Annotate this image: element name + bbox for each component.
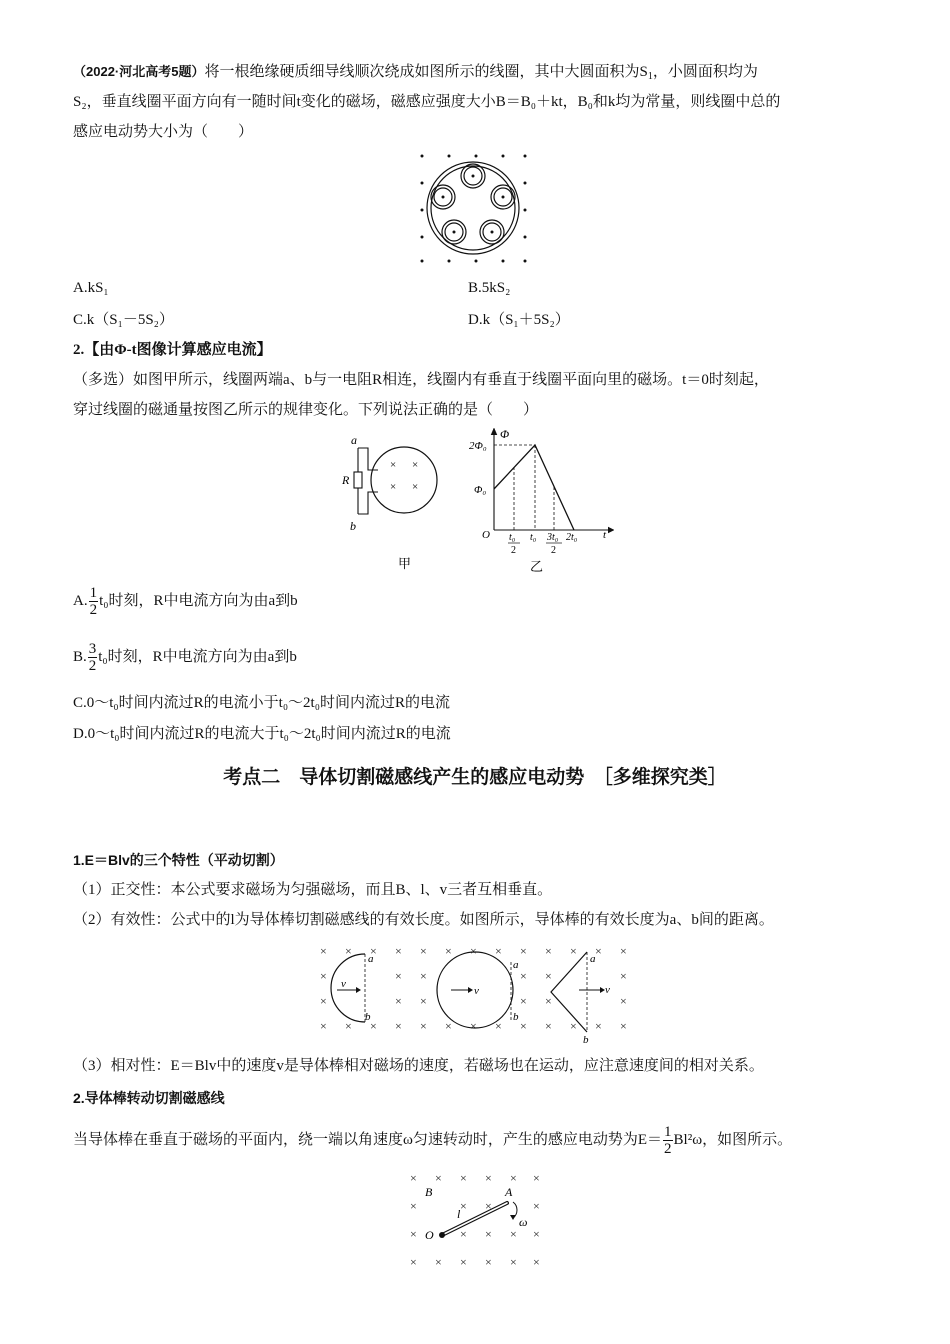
svg-text:×: × <box>320 1019 327 1033</box>
svg-text:×: × <box>545 969 552 983</box>
svg-text:×: × <box>520 1019 527 1033</box>
tick-3t0-2-den: 2 <box>551 545 556 556</box>
svg-text:×: × <box>495 944 502 958</box>
svg-text:×: × <box>520 944 527 958</box>
fig1-v: v <box>341 978 346 990</box>
svg-text:×: × <box>420 1019 427 1033</box>
svg-text:×: × <box>460 1255 467 1269</box>
svg-text:×: × <box>320 944 327 958</box>
svg-text:×: × <box>520 994 527 1008</box>
svg-text:×: × <box>570 944 577 958</box>
svg-text:×: × <box>410 1255 417 1269</box>
svg-text:×: × <box>620 1019 627 1033</box>
svg-text:×: × <box>485 1227 492 1241</box>
fraction-3-2 <box>88 641 98 674</box>
q2-line-2: 穿过线圈的磁通量按图乙所示的规律变化。下列说法正确的是（ ） <box>73 402 539 418</box>
svg-text:×: × <box>470 1019 477 1033</box>
rod-label-omega: ω <box>519 1215 528 1229</box>
svg-text:×: × <box>395 994 402 1008</box>
pivot-O <box>439 1232 445 1238</box>
caption-yi: 乙 <box>530 559 544 574</box>
p2-text <box>73 1122 792 1158</box>
q1-option-c: C.k（S₁－5S₂） <box>73 312 174 328</box>
q2-line-1: （多选）如图甲所示，线圈两端a、b与一电阻R相连，线圈内有垂直于线圈平面向里的磁场。t＝0时刻起， <box>73 372 769 388</box>
fig2-v: v <box>474 985 479 997</box>
q1-line-1 <box>73 62 758 82</box>
svg-text:×: × <box>320 969 327 983</box>
svg-text:×: × <box>485 1171 492 1185</box>
fraction-num: 1 <box>89 585 98 602</box>
svg-text:×: × <box>410 1199 417 1213</box>
q1-option-d: D.k（S₁＋5S₂） <box>468 312 570 328</box>
svg-text:×: × <box>420 969 427 983</box>
fig1-a: a <box>368 953 374 965</box>
svg-text:×: × <box>412 459 419 471</box>
rod-label-O: O <box>425 1228 434 1242</box>
resistor-R <box>354 472 362 488</box>
svg-text:×: × <box>570 1019 577 1033</box>
fraction-den: 2 <box>88 658 97 675</box>
magnetic-field-dots <box>421 155 527 263</box>
q2-title: 2.【由Φ-t图像计算感应电流】 <box>73 342 272 358</box>
svg-text:×: × <box>390 459 397 471</box>
svg-text:×: × <box>390 481 397 493</box>
fraction-den: 2 <box>664 1141 672 1158</box>
fraction-1-2-formula <box>663 1124 673 1157</box>
rotating-rod-figure <box>405 1168 545 1273</box>
svg-text:×: × <box>595 944 602 958</box>
fig3-b: b <box>583 1034 589 1046</box>
svg-text:×: × <box>460 1171 467 1185</box>
q2-option-b-text: t₀时刻，R中电流方向为由a到b <box>98 649 297 665</box>
figure-jia <box>338 430 448 570</box>
svg-text:×: × <box>435 1171 442 1185</box>
svg-text:×: × <box>520 969 527 983</box>
svg-text:×: × <box>410 1227 417 1241</box>
svg-text:×: × <box>620 994 627 1008</box>
fig2-a: a <box>513 959 519 971</box>
svg-text:×: × <box>545 994 552 1008</box>
svg-text:×: × <box>395 944 402 958</box>
svg-text:×: × <box>533 1171 540 1185</box>
svg-text:×: × <box>320 994 327 1008</box>
svg-text:×: × <box>595 1019 602 1033</box>
p2-text-after: Bl²ω，如图所示。 <box>673 1132 793 1148</box>
p1-item-3: （3）相对性：E＝Blv中的速度v是导体棒相对磁场的速度，若磁场也在运动，应注意速度间的相对关系。 <box>73 1058 764 1074</box>
rod-label-A: A <box>505 1185 513 1199</box>
svg-text:×: × <box>395 1019 402 1033</box>
section-heading: 考点二 导体切割磁感线产生的感应电动势 ［多维探究类］ <box>223 767 727 788</box>
fraction-num: 3 <box>88 641 97 658</box>
label-R: R <box>342 473 350 487</box>
q1-option-a: A.kS₁ <box>73 280 109 296</box>
figure-yi-phi-t-graph <box>462 425 622 575</box>
svg-text:×: × <box>533 1199 540 1213</box>
tick-t0: t₀ <box>530 532 537 543</box>
q1-source: （2022·河北高考5题） <box>73 64 205 79</box>
svg-text:×: × <box>620 969 627 983</box>
svg-text:×: × <box>620 944 627 958</box>
phi-curve <box>494 445 574 530</box>
q1-text-1b: ，小圆面积均为 <box>652 64 758 80</box>
fig1-b: b <box>365 1011 371 1023</box>
q2-option-a-prefix: A. <box>73 593 88 609</box>
svg-text:×: × <box>370 1019 377 1033</box>
svg-text:×: × <box>460 1227 467 1241</box>
tick-t0-2-den: 2 <box>511 545 516 556</box>
svg-text:×: × <box>545 944 552 958</box>
svg-text:×: × <box>533 1255 540 1269</box>
svg-text:×: × <box>412 481 419 493</box>
q2-option-d: D.0～t₀时间内流过R的电流大于t₀～2t₀时间内流过R的电流 <box>73 726 451 742</box>
svg-text:×: × <box>395 969 402 983</box>
p2-title: 2.导体棒转动切割磁感线 <box>73 1090 225 1106</box>
p1-item-1: （1）正交性：本公式要求磁场为匀强磁场，而且B、l、v三者互相垂直。 <box>73 882 553 898</box>
q1-option-b: B.5kS₂ <box>468 280 511 296</box>
tick-2t0: 2t₀ <box>566 532 578 543</box>
coil-circle <box>371 447 437 513</box>
label-O: O <box>482 529 490 541</box>
label-phi: Φ <box>500 427 510 441</box>
svg-text:×: × <box>410 1171 417 1185</box>
svg-text:×: × <box>435 1255 442 1269</box>
svg-text:×: × <box>510 1255 517 1269</box>
svg-text:×: × <box>485 1199 492 1213</box>
fraction-den: 2 <box>89 602 98 619</box>
fraction-1-2 <box>89 585 99 618</box>
rod-label-B: B <box>425 1185 433 1199</box>
svg-text:×: × <box>495 1019 502 1033</box>
svg-text:×: × <box>420 944 427 958</box>
svg-text:×: × <box>545 1019 552 1033</box>
p1-item-2: （2）有效性：公式中的l为导体棒切割磁感线的有效长度。如图所示，导体棒的有效长度为a、b间的距离。 <box>73 912 774 928</box>
svg-text:×: × <box>445 1019 452 1033</box>
q2-option-b-prefix: B. <box>73 649 87 665</box>
q2-option-b <box>73 640 297 674</box>
caption-jia: 甲 <box>398 556 412 571</box>
q1-text-1: 将一根绝缘硬质细导线顺次绕成如图所示的线圈，其中大圆面积为S <box>204 64 648 80</box>
semicircle-conductor <box>331 954 365 1022</box>
svg-text:×: × <box>370 944 377 958</box>
fig3-v: v <box>605 984 610 996</box>
q1-line-2: S₂，垂直线圈平面方向有一随时间t变化的磁场，磁感应强度大小B＝B₀＋kt，B₀和k均为常量，则线圈中总的 <box>73 94 781 110</box>
label-t: t <box>603 529 607 541</box>
q1-sub: 1 <box>647 71 653 82</box>
fraction-num: 1 <box>664 1124 672 1141</box>
p2-text-before: 当导体棒在垂直于磁场的平面内，绕一端以角速度ω匀速转动时，产生的感应电动势为E＝ <box>73 1132 663 1148</box>
q2-option-a <box>73 584 298 618</box>
q2-option-c: C.0～t₀时间内流过R的电流小于t₀～2t₀时间内流过R的电流 <box>73 695 450 711</box>
svg-text:×: × <box>445 944 452 958</box>
svg-text:×: × <box>420 994 427 1008</box>
svg-text:×: × <box>460 1199 467 1213</box>
tick-t0-2-num: t₀ <box>509 532 516 543</box>
svg-text:×: × <box>510 1227 517 1241</box>
svg-text:×: × <box>345 944 352 958</box>
label-phi0: Φ₀ <box>474 484 487 496</box>
svg-text:×: × <box>533 1227 540 1241</box>
q1-line-3: 感应电动势大小为（ ） <box>73 124 254 140</box>
fig3-a: a <box>590 953 596 965</box>
q2-option-a-text: t₀时刻，R中电流方向为由a到b <box>99 593 298 609</box>
svg-text:×: × <box>485 1255 492 1269</box>
svg-text:×: × <box>345 1019 352 1033</box>
effective-length-figures <box>315 940 635 1045</box>
angle-conductor <box>551 952 587 1032</box>
p1-title: 1.E＝Blv的三个特性（平动切割） <box>73 852 284 868</box>
coil-figure <box>415 150 530 265</box>
svg-text:×: × <box>470 944 477 958</box>
label-a: a <box>351 433 357 447</box>
label-2phi0: 2Φ₀ <box>469 440 487 452</box>
label-b: b <box>350 519 356 533</box>
tick-3t0-2-num: 3t₀ <box>547 532 559 543</box>
fig2-b: b <box>513 1011 519 1023</box>
svg-text:×: × <box>510 1171 517 1185</box>
rod-label-l: l <box>457 1207 461 1221</box>
